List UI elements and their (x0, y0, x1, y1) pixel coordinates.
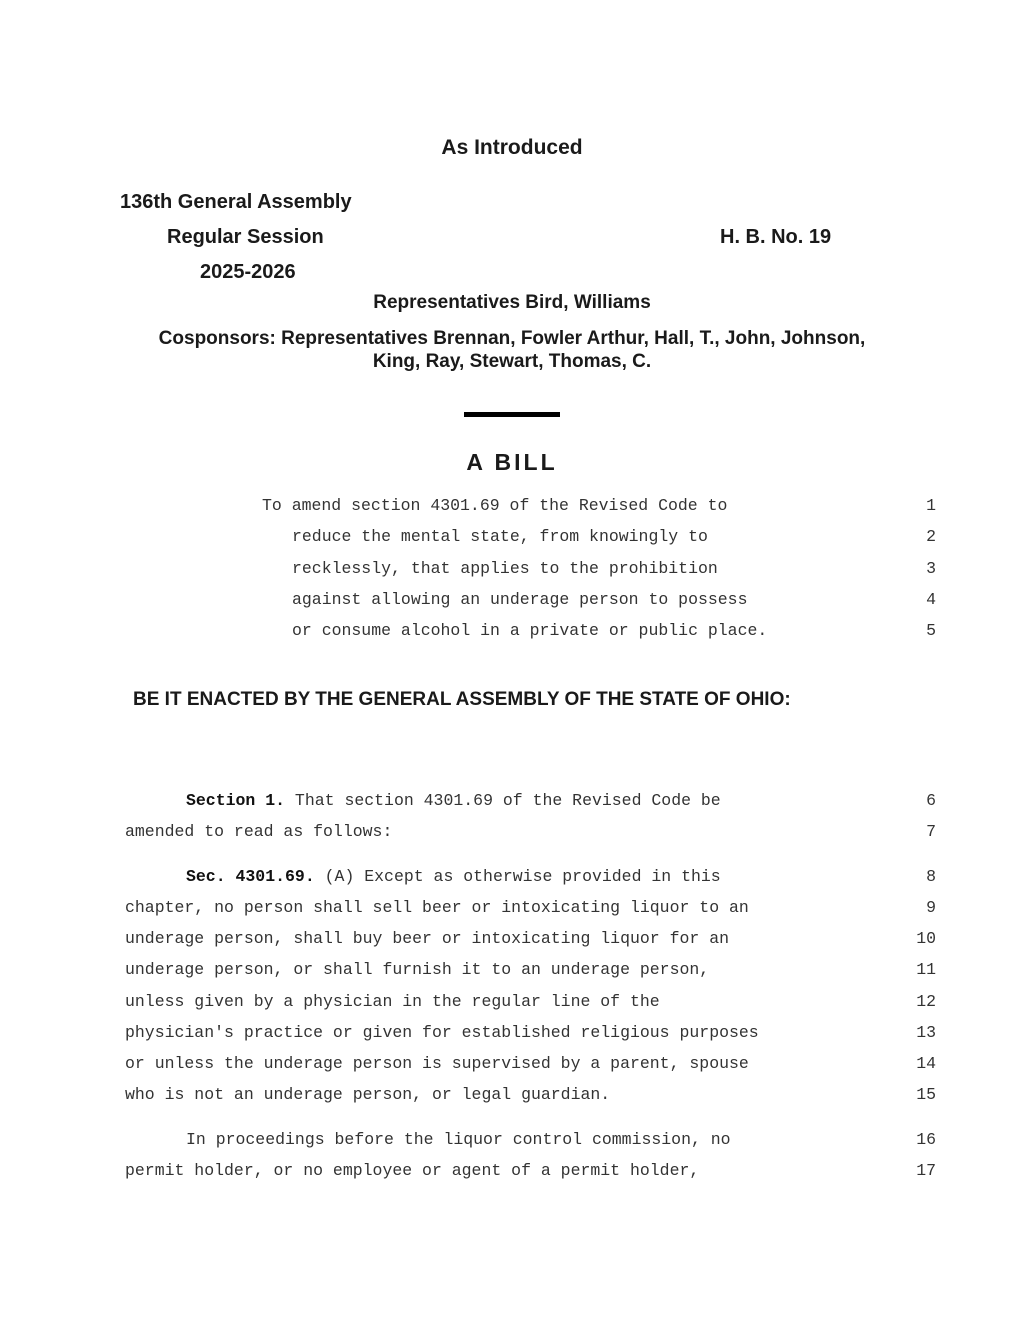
bill-status: As Introduced (441, 136, 583, 159)
section-1-label: Section 1. (186, 791, 286, 810)
sec-4301-69-line: underage person, or shall furnish it to an underage person, (125, 960, 710, 979)
line-number: 8 (926, 867, 936, 886)
header-divider (464, 412, 560, 417)
sec-4301-69-line: underage person, shall buy beer or intoxicating liquor for an (125, 929, 729, 948)
line-number: 5 (926, 621, 936, 640)
line-number: 16 (916, 1130, 936, 1149)
sponsors: Representatives Bird, Williams (373, 292, 651, 313)
line-number: 17 (916, 1161, 936, 1180)
sec-4301-69-text: (A) Except as otherwise provided in this (314, 867, 721, 886)
line-number: 4 (926, 590, 936, 609)
sec-4301-69-line: unless given by a physician in the regular line of the (125, 992, 660, 1011)
bill-heading: A BILL (466, 449, 558, 475)
section-1-line (186, 791, 721, 810)
title-line: or consume alcohol in a private or public place. (292, 621, 768, 640)
line-number: 10 (916, 929, 936, 948)
title-line: recklessly, that applies to the prohibition (292, 559, 718, 578)
sec-4301-69-line: chapter, no person shall sell beer or intoxicating liquor to an (125, 898, 749, 917)
line-number: 13 (916, 1023, 936, 1042)
cosponsors-line-2: King, Ray, Stewart, Thomas, C. (372, 351, 652, 372)
sec-4301-69-line: who is not an underage person, or legal guardian. (125, 1085, 611, 1104)
line-number: 12 (916, 992, 936, 1011)
title-line: against allowing an underage person to possess (292, 590, 748, 609)
line-number: 6 (926, 791, 936, 810)
line-number: 14 (916, 1054, 936, 1073)
line-number: 7 (926, 822, 936, 841)
sec-4301-69-line: physician's practice or given for established religious purposes (125, 1023, 759, 1042)
session-name: Regular Session (167, 226, 324, 248)
session-years: 2025-2026 (200, 261, 296, 283)
enacting-clause: BE IT ENACTED BY THE GENERAL ASSEMBLY OF THE STATE OF OHIO: (133, 689, 791, 710)
section-1-text: That section 4301.69 of the Revised Code be (285, 791, 721, 810)
line-number: 1 (926, 496, 936, 515)
line-number: 9 (926, 898, 936, 917)
commission-paragraph-line: permit holder, or no employee or agent of a permit holder, (125, 1161, 700, 1180)
line-number: 3 (926, 559, 936, 578)
sec-4301-69-line: or unless the underage person is supervised by a parent, spouse (125, 1054, 749, 1073)
title-line: To amend section 4301.69 of the Revised Code to (262, 496, 728, 515)
line-number: 15 (916, 1085, 936, 1104)
bill-number: H. B. No. 19 (720, 226, 832, 248)
title-line: reduce the mental state, from knowingly to (292, 527, 708, 546)
cosponsors-line-1: Cosponsors: Representatives Brennan, Fowler Arthur, Hall, T., John, Johnson, (158, 328, 866, 349)
line-number: 11 (916, 960, 936, 979)
line-number: 2 (926, 527, 936, 546)
section-1-line: amended to read as follows: (125, 822, 393, 841)
sec-4301-69-line (186, 867, 721, 886)
commission-paragraph-line: In proceedings before the liquor control commission, no (186, 1130, 731, 1149)
sec-4301-69-label: Sec. 4301.69. (186, 867, 315, 886)
general-assembly: 136th General Assembly (120, 191, 352, 213)
